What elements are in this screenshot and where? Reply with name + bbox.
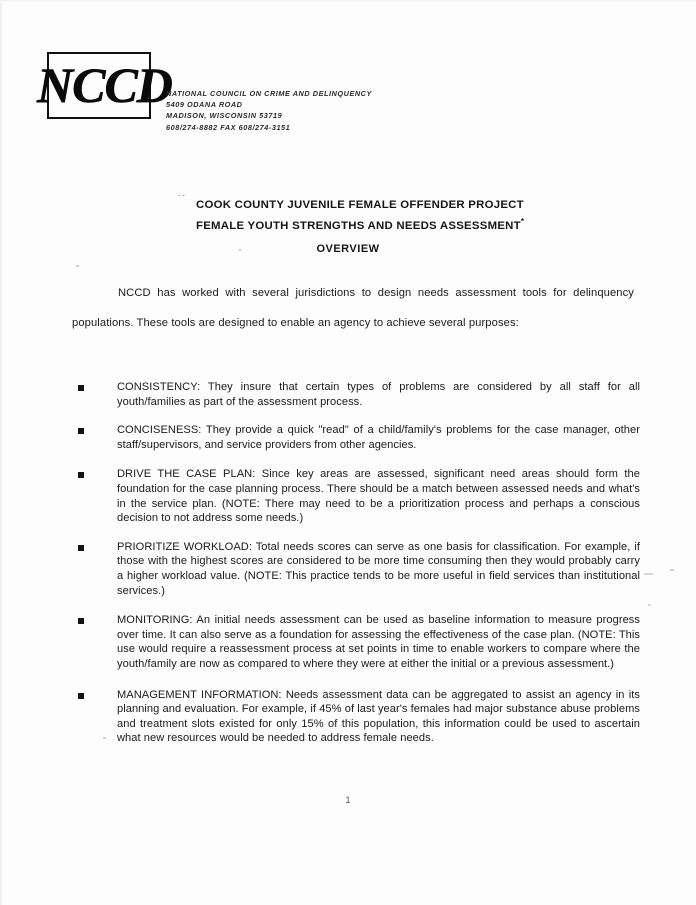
scan-speckle [644,573,653,575]
list-item-text: PRIORITIZE WORKLOAD: Total needs scores can serve as one basis for classification. For example, if those with the highest scores are considered to be more time consuming then they would probably carry a higher workload value. (NOTE: This practice tends to be more useful in field services than institutional services.) [117,540,640,597]
page-number: 1 [345,795,351,806]
list-item [0,423,696,452]
bullet-square-icon [78,428,84,434]
bullet-square-icon [78,618,84,624]
logo-wordmark: NCCD [37,57,172,113]
list-item [0,380,696,409]
nccd-logo [37,52,172,124]
street-address: 5409 ODANA ROAD [166,100,243,110]
scan-speckle [648,604,651,606]
bullet-square-icon [78,385,84,391]
letterhead-address-block [166,88,372,133]
scan-speckle [76,265,79,267]
list-item [0,613,696,671]
city-state-zip: MADISON, WISCONSIN 53719 [166,111,283,121]
document-title-line2-text: FEMALE YOUTH STRENGTHS AND NEEDS ASSESSMENT [196,219,521,232]
scan-tick-artifact: -- [178,190,186,200]
scan-speckle [103,737,106,739]
org-name: NATIONAL COUNCIL ON CRIME AND DELINQUENCY [166,89,372,98]
scan-speckle [670,569,674,571]
list-item [0,467,696,525]
title-footnote-mark: * [520,216,525,226]
purposes-bullet-list [0,380,696,746]
document-title-line1: COOK COUNTY JUVENILE FEMALE OFFENDER PROJECT [196,199,524,211]
bullet-square-icon [78,693,84,699]
document-title-line2 [196,214,626,234]
list-item-text: MANAGEMENT INFORMATION: Needs assessment data can be aggregated to assist an agency in its planning and evaluation. For example, if 45% of last year's females had major substance abuse problems and treatment slots existed for only 15% of this population, this information could be used to ascertain what new resources would be needed to address female needs. [117,688,640,745]
list-item-text: DRIVE THE CASE PLAN: Since key areas are assessed, significant need areas should form the foundation for the case planning process. There should be a match between assessed needs and what's in the service plan. (NOTE: There may need to be a prioritization process and perhaps a conscious decision to not address some needs.) [117,468,640,525]
phone-fax: 608/274-8882 FAX 608/274-3151 [166,122,291,132]
list-item [0,540,696,598]
bullet-square-icon [78,545,84,551]
section-heading-overview: OVERVIEW [316,243,380,255]
list-item-text: MONITORING: An initial needs assessment can be used as baseline information to measure progress over time. It can also serve as a foundation for assessing the effectiveness of the case plan. (NOTE: This use would require a reassessment process at set points in time to enable workers to compare where the youth/family are now as compared to where they were at either the initial or a previous assessment.) [117,614,640,670]
intro-paragraph [72,279,634,338]
list-item-text: CONCISENESS: They provide a quick "read" of a child/family's problems for the case manager, other staff/supervisors, and service providers from other agencies. [117,424,640,451]
list-item-text: CONSISTENCY: They insure that certain types of problems are considered by all staff for all youth/families as part of the assessment process. [117,381,640,408]
document-title [196,198,626,234]
letterhead [0,0,696,160]
intro-paragraph-text: NCCD has worked with several jurisdictions to design needs assessment tools for delinquency populations. These tools are designed to enable an agency to achieve several purposes: [72,287,634,329]
bullet-square-icon [78,472,84,478]
